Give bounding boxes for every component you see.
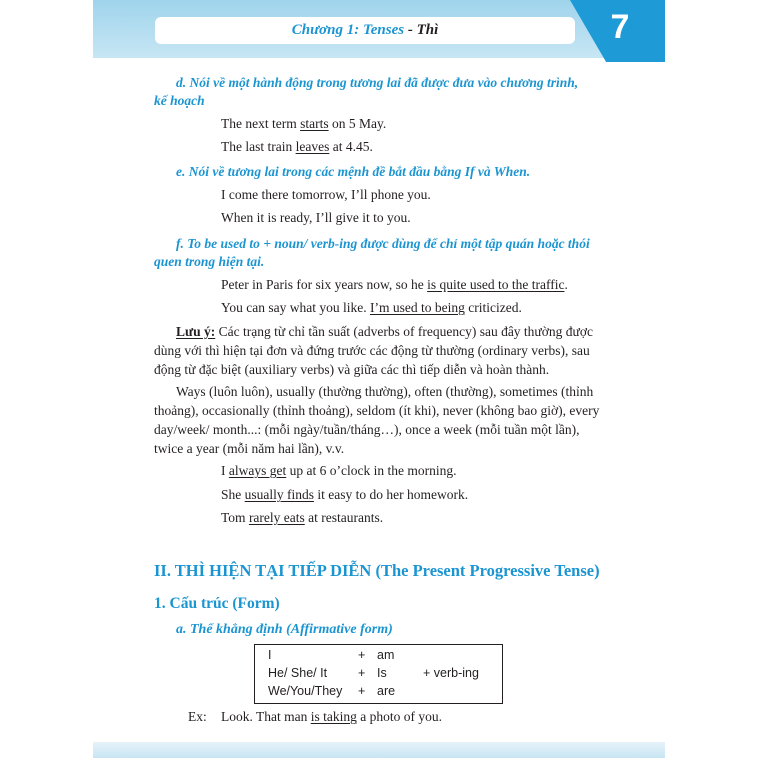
chapter-title: Chương 1: Tenses	[291, 22, 405, 38]
adverbs-text: day/week/ month...: (mỗi ngày/tuần/tháng…), once a week (mỗi tuần một lần),	[154, 422, 580, 437]
example-sentence	[221, 139, 373, 155]
example-text: Peter in Paris for six years now, so he	[221, 277, 428, 292]
plus-sign: +	[358, 666, 366, 680]
example-text: at 4.45.	[329, 139, 373, 154]
example-text: criticized.	[464, 300, 522, 315]
example-text: I	[221, 463, 229, 478]
example-underlined: is quite used to the traffic	[427, 277, 565, 292]
note-paragraph	[176, 324, 593, 340]
example-sentence: I come there tomorrow, I’ll phone you.	[221, 187, 431, 202]
example-text: a photo of you.	[356, 709, 442, 724]
subsection-heading: 1. Cấu trúc (Form)	[154, 595, 280, 612]
example-sentence: When it is ready, I’ll give it to you.	[221, 210, 411, 225]
example-underlined: is taking	[310, 709, 357, 724]
running-header	[155, 17, 575, 44]
example-text: on 5 May.	[328, 116, 387, 131]
section-f-title: f. To be used to + noun/ verb-ing được dùng để chỉ một tập quán hoặc thói	[176, 236, 590, 251]
sub-subsection-heading: a. Thể khẳng định (Affirmative form)	[176, 622, 393, 637]
section-f-title-cont: quen trong hiện tại.	[154, 254, 265, 269]
subject-cell: We/You/They	[268, 684, 343, 698]
verb-cell: are	[377, 684, 396, 698]
subject-cell: I	[268, 648, 272, 662]
verb-ing-cell: + verb-ing	[423, 666, 479, 680]
example-underlined: leaves	[295, 139, 330, 154]
footer-band	[93, 742, 665, 758]
example-text: The last train	[221, 139, 296, 154]
note-text: động từ đặc biệt (auxiliary verbs) và giữa các thì tiếp diễn và hoàn thành.	[154, 362, 550, 377]
note-text: Các trạng từ chỉ tần suất (adverbs of frequency) sau đây thường được	[215, 324, 593, 339]
section-d-title: d. Nói về một hành động trong tương lai đã được đưa vào chương trình,	[176, 75, 579, 90]
example-text: Look. That man	[221, 709, 311, 724]
example-text: You can say what you like.	[221, 300, 370, 315]
example-sentence	[221, 510, 383, 526]
form-table	[254, 644, 503, 704]
section-d-title-cont: kế hoạch	[154, 93, 205, 108]
example-text: at restaurants.	[304, 510, 384, 525]
plus-sign: +	[358, 684, 366, 698]
example-sentence	[221, 116, 386, 132]
example-text: up at 6 o’clock in the morning.	[286, 463, 457, 478]
example-underlined: starts	[300, 116, 329, 131]
example-text: She	[221, 487, 245, 502]
example-underlined: usually finds	[244, 487, 314, 502]
example-text: The next term	[221, 116, 301, 131]
adverbs-text: twice a year (mỗi năm hai lần), v.v.	[154, 441, 345, 456]
verb-cell: Is	[377, 666, 387, 680]
plus-sign: +	[358, 648, 366, 662]
example-underlined: always get	[228, 463, 287, 478]
example-sentence	[221, 487, 468, 503]
example-sentence	[221, 709, 442, 725]
example-sentence	[221, 300, 522, 316]
example-sentence	[221, 277, 568, 293]
example-text: .	[564, 277, 568, 292]
section-e-title: e. Nói về tương lai trong các mệnh đề bắt đầu bằng If và When.	[176, 164, 531, 179]
note-text: dùng với thì hiện tại đơn và đứng trước các động từ thường (ordinary verbs), sau	[154, 343, 590, 358]
section-heading: II. THÌ HIỆN TẠI TIẾP DIỄN (The Present Progressive Tense)	[154, 561, 600, 580]
example-text: Tom	[221, 510, 249, 525]
adverbs-text: Ways (luôn luôn), usually (thường thường), often (thường), sometimes (thỉnh	[176, 384, 594, 399]
example-text: it easy to do her homework.	[314, 487, 469, 502]
subject-cell: He/ She/ It	[268, 666, 328, 680]
adverbs-text: thoảng), occasionally (thỉnh thoảng), seldom (ít khi), never (không bao giờ), every	[154, 403, 600, 418]
header-topic: Thì	[416, 22, 439, 38]
verb-cell: am	[377, 648, 395, 662]
example-underlined: rarely eats	[248, 510, 305, 525]
example-sentence	[221, 463, 456, 479]
note-label: Lưu ý:	[176, 324, 216, 339]
example-underlined: I’m used to being	[370, 300, 465, 315]
example-label: Ex:	[188, 709, 207, 724]
page-number: 7	[610, 8, 630, 46]
header-separator: -	[404, 22, 417, 38]
